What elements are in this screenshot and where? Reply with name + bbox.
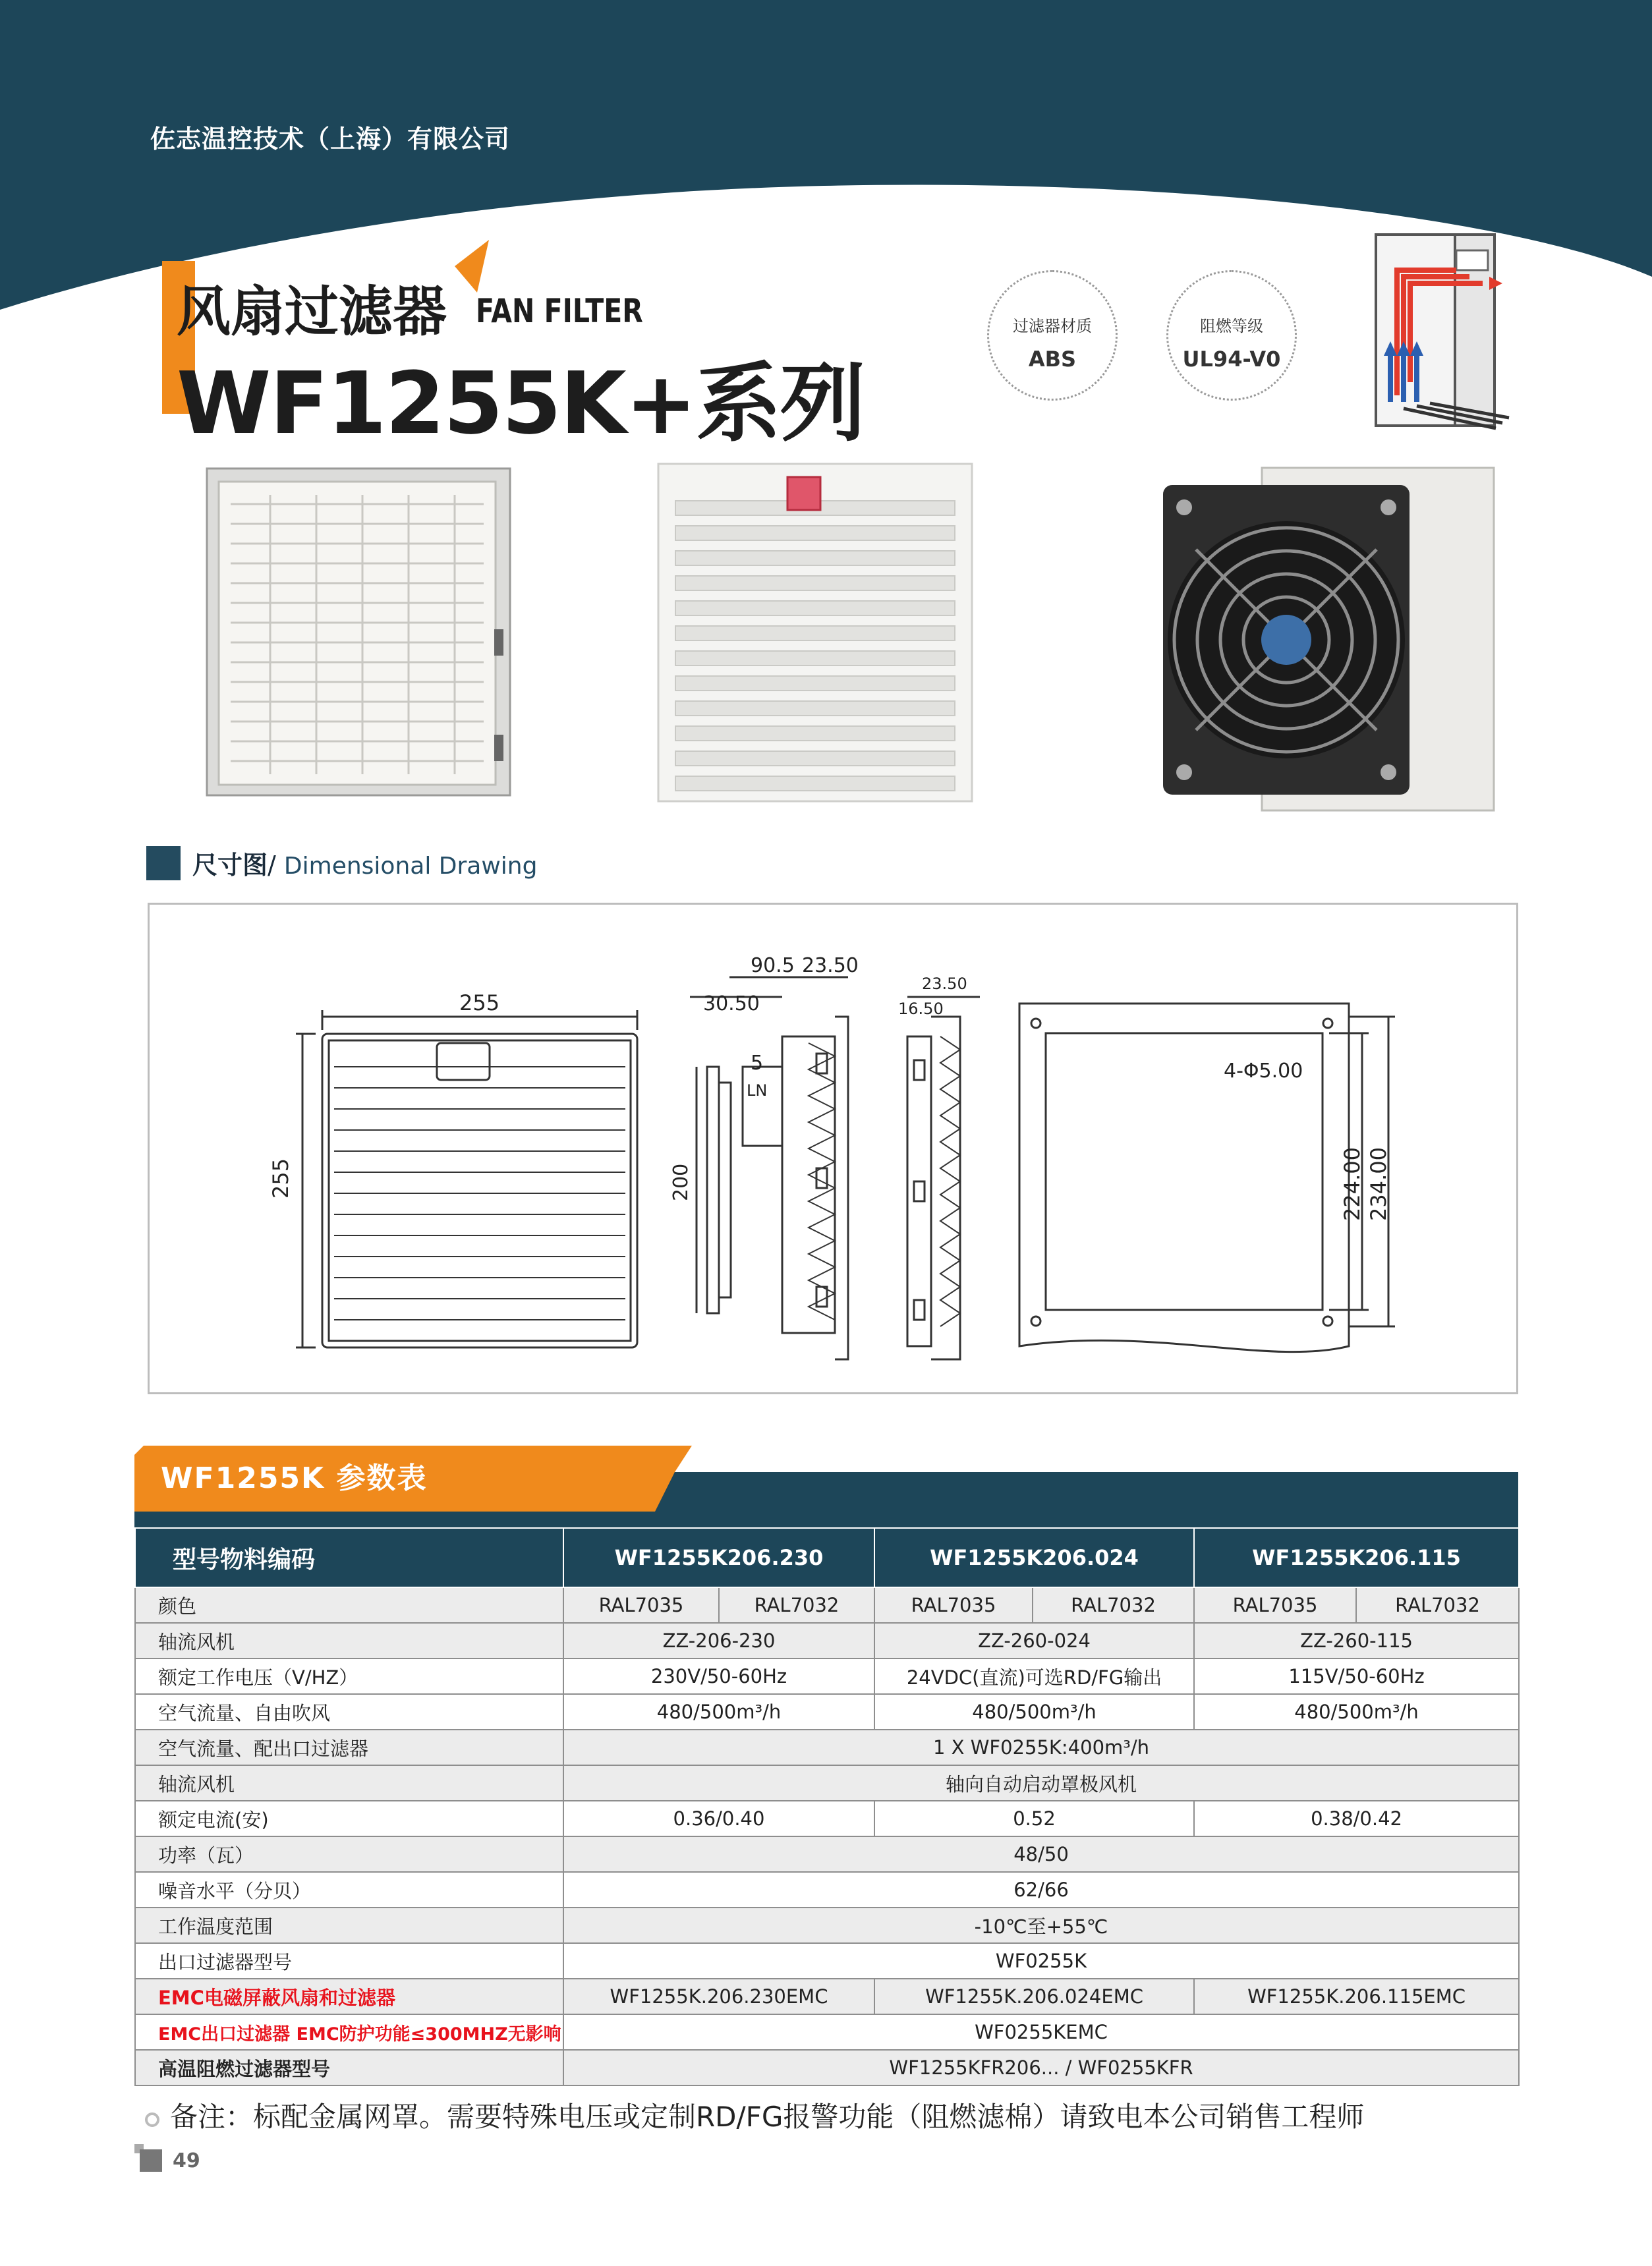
cell: ZZ-260-024 (874, 1623, 1194, 1658)
table-row-emc (135, 1979, 1519, 2014)
cell: 480/500m³/h (874, 1694, 1194, 1730)
cell: 48/50 (563, 1836, 1519, 1872)
row-label: 出口过滤器型号 (135, 1943, 563, 1979)
product-title-en: FAN FILTER (476, 292, 643, 330)
header-model-024: WF1255K206.024 (874, 1528, 1194, 1587)
material-badge-label: 过滤器材质 (1013, 317, 1092, 335)
dim-cutout-inner: 224.00 (1340, 1147, 1365, 1221)
table-row-outlet (135, 1943, 1519, 1979)
cell: 0.38/0.42 (1194, 1801, 1519, 1836)
cell: 轴向自动启动罩极风机 (563, 1765, 1519, 1801)
dim-side-a: 90.5 (751, 954, 795, 977)
row-label: 空气流量、自由吹风 (135, 1694, 563, 1730)
row-label: 颜色 (135, 1587, 563, 1623)
cell: 0.36/0.40 (563, 1801, 874, 1836)
cell: WF1255K.206.115EMC (1194, 1979, 1519, 2014)
orange-check-mark (455, 240, 490, 293)
table-row-fan-type (135, 1765, 1519, 1801)
product-photo-fan (1156, 461, 1499, 814)
header-model-115: WF1255K206.115 (1194, 1528, 1519, 1587)
row-label: 工作温度范围 (135, 1908, 563, 1943)
table-row-flame (135, 2050, 1519, 2085)
cell: RAL7035 (1194, 1587, 1356, 1623)
product-photo-grille (656, 461, 975, 807)
cell: -10℃至+55℃ (563, 1908, 1519, 1943)
section-title-en: Dimensional Drawing (283, 853, 538, 880)
dimensional-drawing-frame (148, 903, 1518, 1394)
row-label: 轴流风机 (135, 1623, 563, 1658)
dim-front-width: 255 (459, 990, 500, 1015)
cell: RAL7032 (1033, 1587, 1194, 1623)
row-label: 额定电流(安) (135, 1801, 563, 1836)
cell: 480/500m³/h (1194, 1694, 1519, 1730)
dim-side-d: 5 (751, 1052, 764, 1075)
dimensional-drawing (150, 905, 1516, 1392)
table-row-color (135, 1587, 1519, 1623)
row-label: 功率（瓦） (135, 1836, 563, 1872)
dim-cutout-outer: 234.00 (1366, 1147, 1391, 1221)
cell: 480/500m³/h (563, 1694, 874, 1730)
row-label: 轴流风机 (135, 1765, 563, 1801)
section-title-separator: / (268, 851, 284, 880)
material-badge-value: ABS (1028, 347, 1077, 372)
table-row-voltage (135, 1658, 1519, 1694)
cell: 230V/50-60Hz (563, 1658, 874, 1694)
note-bullet-icon (145, 2112, 159, 2127)
row-label: EMC电磁屏蔽风扇和过滤器 (135, 1979, 563, 2014)
dim-side-height: 200 (669, 1163, 693, 1201)
parameter-table-section (134, 1446, 1518, 2086)
cell: WF1255K.206.230EMC (563, 1979, 874, 2014)
cell: WF1255K.206.024EMC (874, 1979, 1194, 2014)
dim-front-height: 255 (268, 1158, 293, 1199)
cell: RAL7032 (719, 1587, 874, 1623)
footnote: 备注：标配金属网罩。需要特殊电压或定制RD/FG报警功能（阻燃滤棉）请致电本公司销售工程师 (170, 2101, 1365, 2133)
row-label: EMC出口过滤器 EMC防护功能≤300MHZ无影响 (135, 2014, 563, 2050)
parameter-table-title: WF1255K 参数表 (161, 1461, 428, 1495)
table-row-current (135, 1801, 1519, 1836)
cell: WF1255KFR206... / WF0255KFR (563, 2050, 1519, 2085)
cell: 115V/50-60Hz (1194, 1658, 1519, 1694)
cell: RAL7032 (1356, 1587, 1519, 1623)
material-badge (987, 270, 1118, 401)
cell: ZZ-260-115 (1194, 1623, 1519, 1658)
cell: WF0255KEMC (563, 2014, 1519, 2050)
section-title-dimensions (192, 845, 537, 881)
cell: ZZ-206-230 (563, 1623, 874, 1658)
table-row-noise (135, 1872, 1519, 1908)
dim-side-ln: LN (747, 1081, 768, 1100)
product-title-cn: 风扇过滤器 (177, 281, 447, 343)
cell: RAL7035 (874, 1587, 1033, 1623)
table-header-row (135, 1528, 1519, 1587)
table-row-emc-outlet (135, 2014, 1519, 2050)
header-model-code: 型号物料编码 (135, 1528, 563, 1587)
row-label: 高温阻燃过滤器型号 (135, 2050, 563, 2085)
flame-rating-value: UL94-V0 (1182, 347, 1281, 372)
header-model-230: WF1255K206.230 (563, 1528, 874, 1587)
dim-cutout-holes: 4-Φ5.00 (1224, 1060, 1303, 1083)
row-label: 空气流量、配出口过滤器 (135, 1730, 563, 1765)
cell: 62/66 (563, 1872, 1519, 1908)
page-number: 49 (173, 2149, 200, 2172)
table-row-airflow-free (135, 1694, 1519, 1730)
flame-rating-label: 阻燃等级 (1200, 317, 1263, 335)
table-row-power (135, 1836, 1519, 1872)
section-title-cn: 尺寸图 (192, 851, 268, 880)
section-icon-drawing (146, 846, 181, 880)
product-series-title: WF1255K+系列 (177, 353, 865, 453)
page-marker (140, 2149, 162, 2172)
product-photo-filter (204, 465, 514, 801)
dim-side2-b: 16.50 (898, 1000, 944, 1018)
cell: 1 X WF0255K:400m³/h (563, 1730, 1519, 1765)
table-row-airflow-filter (135, 1730, 1519, 1765)
cell: 0.52 (874, 1801, 1194, 1836)
parameter-table (134, 1527, 1520, 2086)
cell: RAL7035 (563, 1587, 719, 1623)
row-label: 噪音水平（分贝） (135, 1872, 563, 1908)
cell: WF0255K (563, 1943, 1519, 1979)
table-row-temp (135, 1908, 1519, 1943)
dim-side-c: 30.50 (703, 992, 760, 1015)
dim-side-b: 23.50 (802, 954, 859, 977)
table-row-fan (135, 1623, 1519, 1658)
company-name: 佐志温控技术（上海）有限公司 (150, 125, 511, 154)
cell: 24VDC(直流)可选RD/FG输出 (874, 1658, 1194, 1694)
row-label: 额定工作电压（V/HZ） (135, 1658, 563, 1694)
cabinet-airflow-illustration (1364, 231, 1516, 435)
parameter-table-header (134, 1446, 1518, 1527)
flame-rating-badge (1166, 270, 1297, 401)
dim-side2-a: 23.50 (922, 975, 967, 993)
